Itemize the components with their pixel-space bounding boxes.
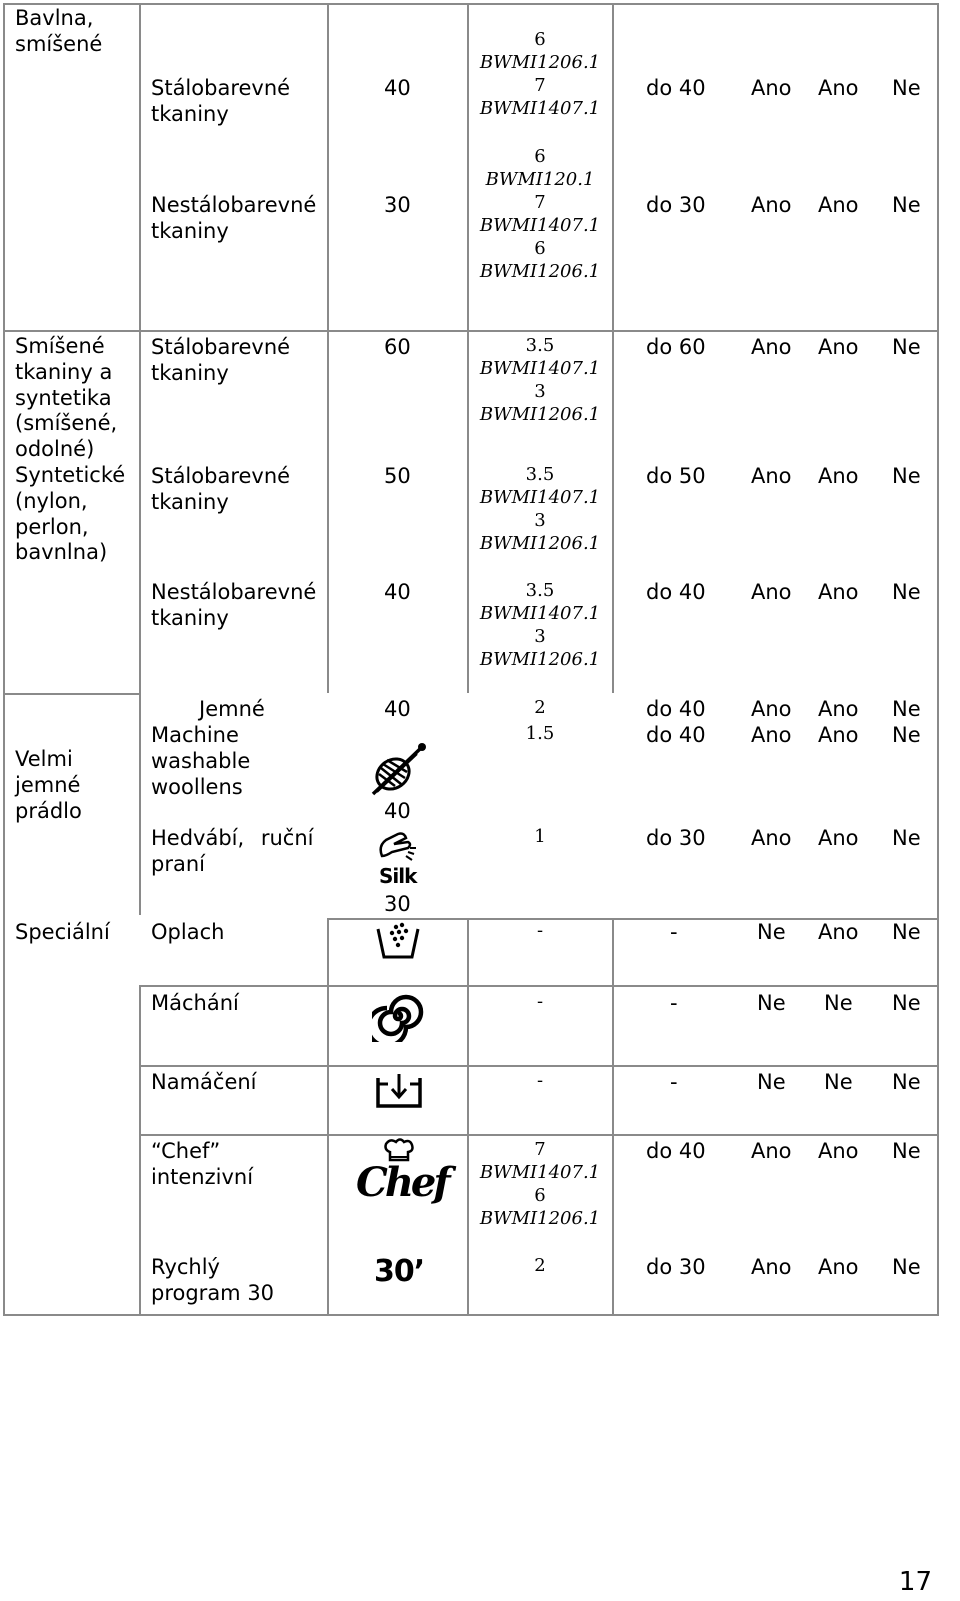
- max-temp-cell: do 40: [646, 697, 706, 721]
- fabric-cell: Machine washable woollens: [151, 723, 251, 799]
- load-cell: 1: [534, 826, 546, 847]
- col1-cell: Ano: [751, 193, 792, 217]
- category-cell: Bavlna, smíšené: [15, 6, 103, 56]
- col3-cell: Ne: [892, 697, 921, 721]
- soak-icon: [374, 1070, 424, 1110]
- max-temp-cell: do 30: [646, 826, 706, 850]
- col3-cell: Ne: [892, 76, 921, 100]
- grid-line: [327, 918, 329, 1316]
- fabric-cell: Nestálobarevné tkaniny: [151, 580, 317, 630]
- load-cell: 6 BWMI120.1 7 BWMI1407.1 6 BWMI1206.1: [479, 146, 601, 282]
- fabric-cell: Hedvábí, ruční praní: [151, 826, 314, 876]
- temp-cell: 60: [384, 335, 411, 359]
- temp-cell: 40: [384, 697, 411, 721]
- rinse-icon: [374, 919, 422, 961]
- col3-cell: Ne: [892, 1255, 921, 1279]
- load-cell: 7 BWMI1407.1 6 BWMI1206.1: [479, 1139, 601, 1229]
- col3-cell: Ne: [892, 580, 921, 604]
- max-temp-cell: do 40: [646, 580, 706, 604]
- max-temp-cell: do 30: [646, 193, 706, 217]
- col3-cell: Ne: [892, 464, 921, 488]
- max-temp-cell: -: [670, 920, 678, 944]
- col1-cell: Ano: [751, 723, 792, 747]
- col3-cell: Ne: [892, 991, 921, 1015]
- col2-cell: Ano: [818, 920, 859, 944]
- grid-line: [3, 1314, 939, 1316]
- fabric-cell: Jemné: [199, 697, 265, 721]
- col2-cell: Ano: [818, 464, 859, 488]
- col1-cell: Ano: [751, 76, 792, 100]
- grid-line: [3, 693, 139, 695]
- temp-cell: 40: [384, 580, 411, 604]
- grid-line: [139, 1065, 937, 1067]
- temp-cell: 50: [384, 464, 411, 488]
- col2-cell: Ne: [824, 991, 853, 1015]
- col1-cell: Ano: [751, 335, 792, 359]
- load-cell: -: [536, 920, 544, 941]
- col3-cell: Ne: [892, 723, 921, 747]
- max-temp-cell: do 40: [646, 723, 706, 747]
- col2-cell: Ano: [818, 580, 859, 604]
- temp-cell: 30: [384, 892, 411, 916]
- col1-cell: Ne: [757, 991, 786, 1015]
- fabric-cell: Máchání: [151, 991, 239, 1015]
- col2-cell: Ano: [818, 697, 859, 721]
- col1-cell: Ano: [751, 697, 792, 721]
- load-cell: 6 BWMI1206.1 7 BWMI1407.1: [479, 29, 601, 119]
- fabric-cell: Namáčení: [151, 1070, 257, 1094]
- col1-cell: Ano: [751, 1255, 792, 1279]
- fabric-cell: Stálobarevné tkaniny: [151, 464, 291, 514]
- temp-cell: 40: [384, 799, 411, 823]
- max-temp-cell: do 30: [646, 1255, 706, 1279]
- col3-cell: Ne: [892, 1139, 921, 1163]
- silk-icon: [372, 830, 422, 862]
- col1-cell: Ano: [751, 826, 792, 850]
- load-cell: 2: [534, 697, 546, 718]
- load-cell: -: [536, 991, 544, 1012]
- col2-cell: Ano: [818, 335, 859, 359]
- grid-line: [139, 985, 937, 987]
- col2-cell: Ne: [824, 1070, 853, 1094]
- fabric-cell: Oplach: [151, 920, 225, 944]
- col1-cell: Ne: [757, 920, 786, 944]
- quick30-icon: 30’: [374, 1254, 425, 1289]
- grid-line: [327, 3, 329, 693]
- load-cell: 2: [534, 1255, 546, 1276]
- col3-cell: Ne: [892, 826, 921, 850]
- chef-icon: Chef: [356, 1159, 448, 1206]
- col1-cell: Ano: [751, 1139, 792, 1163]
- col3-cell: Ne: [892, 335, 921, 359]
- max-temp-cell: -: [670, 991, 678, 1015]
- load-cell: 3.5 BWMI1407.1 3 BWMI1206.1: [479, 335, 601, 425]
- col2-cell: Ano: [818, 1255, 859, 1279]
- col1-cell: Ne: [757, 1070, 786, 1094]
- load-cell: 1.5: [525, 723, 555, 744]
- max-temp-cell: do 40: [646, 76, 706, 100]
- col2-cell: Ano: [818, 1139, 859, 1163]
- max-temp-cell: do 60: [646, 335, 706, 359]
- col2-cell: Ano: [818, 193, 859, 217]
- max-temp-cell: do 40: [646, 1139, 706, 1163]
- max-temp-cell: do 50: [646, 464, 706, 488]
- col2-cell: Ano: [818, 826, 859, 850]
- col1-cell: Ano: [751, 580, 792, 604]
- load-cell: 3.5 BWMI1407.1 3 BWMI1206.1: [479, 464, 601, 554]
- fabric-cell: Rychlý program 30: [151, 1255, 275, 1305]
- category-cell: Speciální: [15, 920, 110, 944]
- col3-cell: Ne: [892, 1070, 921, 1094]
- col1-cell: Ano: [751, 464, 792, 488]
- grid-line: [139, 985, 141, 1316]
- silk-icon-label: Silk: [379, 864, 417, 888]
- load-cell: -: [536, 1070, 544, 1091]
- grid-line: [139, 3, 141, 915]
- fabric-cell: “Chef” intenzivní: [151, 1139, 254, 1189]
- grid-line: [937, 3, 939, 1316]
- col3-cell: Ne: [892, 193, 921, 217]
- col3-cell: Ne: [892, 920, 921, 944]
- spin-icon: [372, 990, 424, 1042]
- category-cell: Velmi jemné prádlo: [15, 747, 82, 823]
- wool-icon: [365, 740, 431, 798]
- fabric-cell: Stálobarevné tkaniny: [151, 335, 291, 385]
- temp-cell: 40: [384, 76, 411, 100]
- col2-cell: Ano: [818, 723, 859, 747]
- fabric-cell: Nestálobarevné tkaniny: [151, 193, 317, 243]
- grid-line: [3, 330, 939, 332]
- max-temp-cell: -: [670, 1070, 678, 1094]
- col2-cell: Ano: [818, 76, 859, 100]
- grid-line: [3, 3, 5, 1316]
- load-cell: 3.5 BWMI1407.1 3 BWMI1206.1: [479, 580, 601, 670]
- grid-line: [139, 1134, 937, 1136]
- temp-cell: 30: [384, 193, 411, 217]
- page-number: 17: [898, 1567, 932, 1597]
- category-cell: Smíšené tkaniny a syntetika (smíšené, odolné) Syntetické (nylon, perlon, bavnlna): [15, 334, 126, 565]
- grid-line: [3, 3, 939, 5]
- fabric-cell: Stálobarevné tkaniny: [151, 76, 291, 126]
